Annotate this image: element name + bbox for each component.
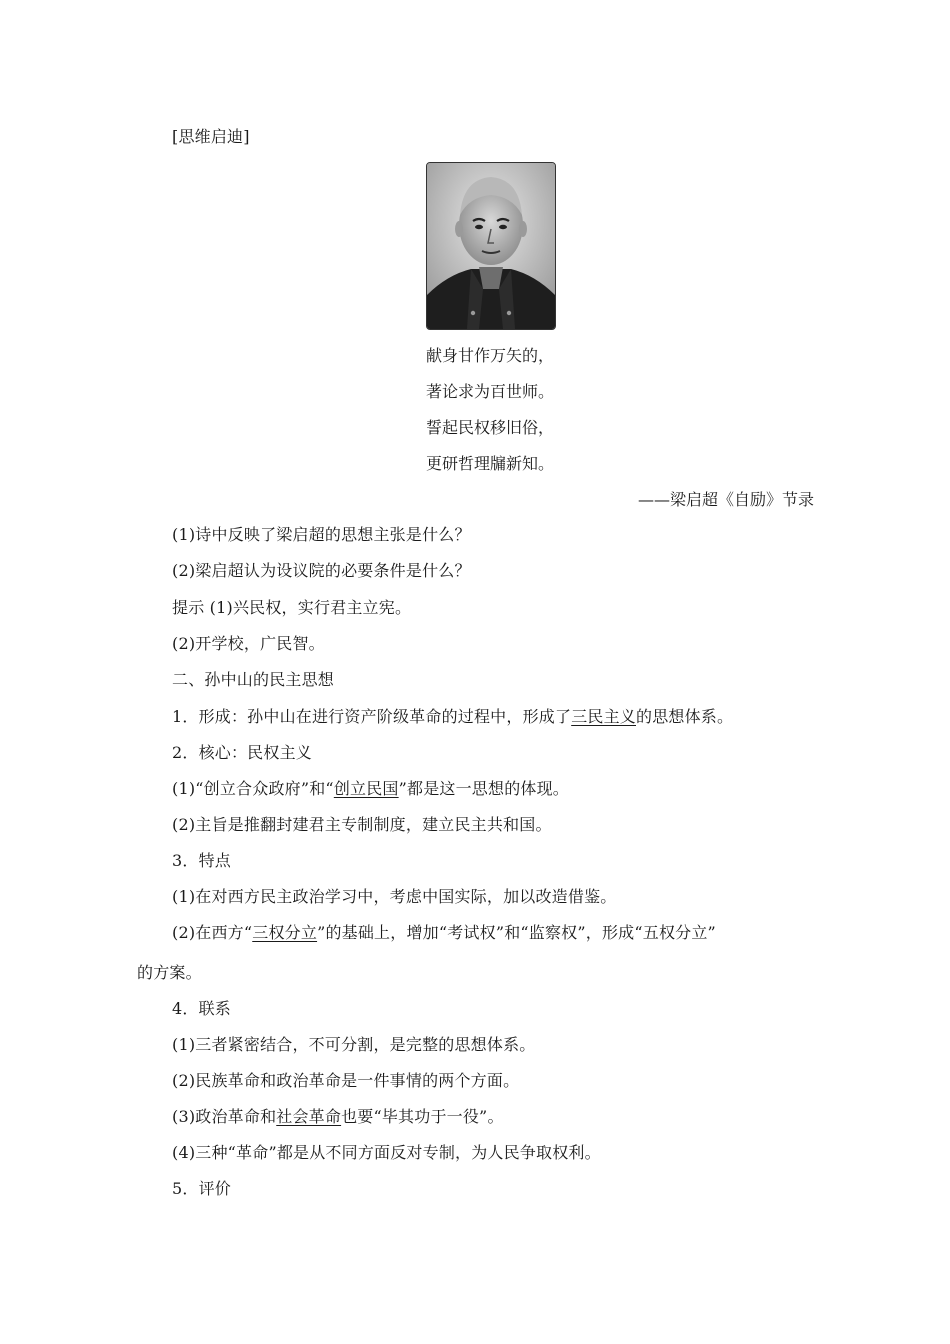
item-core-2: (2)主旨是推翻封建君主专制制度，建立民主共和国。 — [172, 815, 552, 834]
underlined-term: 三民主义 — [571, 707, 636, 726]
item-feature-1: (1)在对西方民主政治学习中，考虑中国实际，加以改造借鉴。 — [172, 887, 617, 906]
hint-1: 提示 (1)兴民权，实行君主立宪。 — [172, 598, 412, 617]
section-tag: [思维启迪] — [172, 127, 250, 146]
text: (1)“创立合众政府”和“ — [172, 779, 334, 798]
item-link-1: (1)三者紧密结合，不可分割，是完整的思想体系。 — [172, 1035, 536, 1054]
item-evaluation: 5．评价 — [172, 1179, 231, 1198]
hint-2: (2)开学校，广民智。 — [172, 634, 325, 653]
text: 的思想体系。 — [636, 707, 734, 726]
item-core: 2．核心：民权主义 — [172, 743, 312, 762]
poem-line: 誓起民权移旧俗， — [426, 418, 555, 437]
portrait-photo — [426, 162, 556, 330]
item-feature-2-cont: 的方案。 — [137, 963, 202, 982]
question-1: (1)诗中反映了梁启超的思想主张是什么？ — [172, 525, 471, 544]
item-links: 4．联系 — [172, 999, 231, 1018]
underlined-term: 三权分立 — [252, 923, 318, 942]
text: 1．形成：孙中山在进行资产阶级革命的过程中，形成了 — [172, 707, 572, 726]
underlined-term: 社会革命 — [276, 1107, 342, 1126]
underlined-term: 创立民国 — [333, 779, 399, 798]
item-formation — [172, 706, 733, 728]
question-2: (2)梁启超认为设议院的必要条件是什么？ — [172, 561, 471, 580]
item-feature-2 — [172, 922, 716, 944]
text: (2)在西方“ — [172, 923, 253, 942]
item-link-4: (4)三种“革命”都是从不同方面反对专制，为人民争取权利。 — [172, 1143, 601, 1162]
text: (3)政治革命和 — [172, 1107, 277, 1126]
text: 也要“毕其功于一役”。 — [341, 1107, 504, 1126]
poem-line: 著论求为百世师。 — [426, 382, 555, 401]
poem-line: 献身甘作万矢的， — [426, 346, 555, 365]
text: ”都是这一思想的体现。 — [398, 779, 570, 798]
section-title: 二、孙中山的民主思想 — [172, 670, 335, 689]
text: ”的基础上，增加“考试权”和“监察权”，形成“五权分立” — [317, 923, 716, 942]
poem-source: ——梁启超《自励》节录 — [637, 490, 814, 509]
item-link-2: (2)民族革命和政治革命是一件事情的两个方面。 — [172, 1071, 520, 1090]
poem-line: 更研哲理牖新知。 — [426, 454, 555, 473]
item-link-3 — [172, 1106, 504, 1128]
item-features: 3．特点 — [172, 851, 231, 870]
portrait-image — [427, 163, 555, 329]
item-core-1 — [172, 778, 569, 800]
